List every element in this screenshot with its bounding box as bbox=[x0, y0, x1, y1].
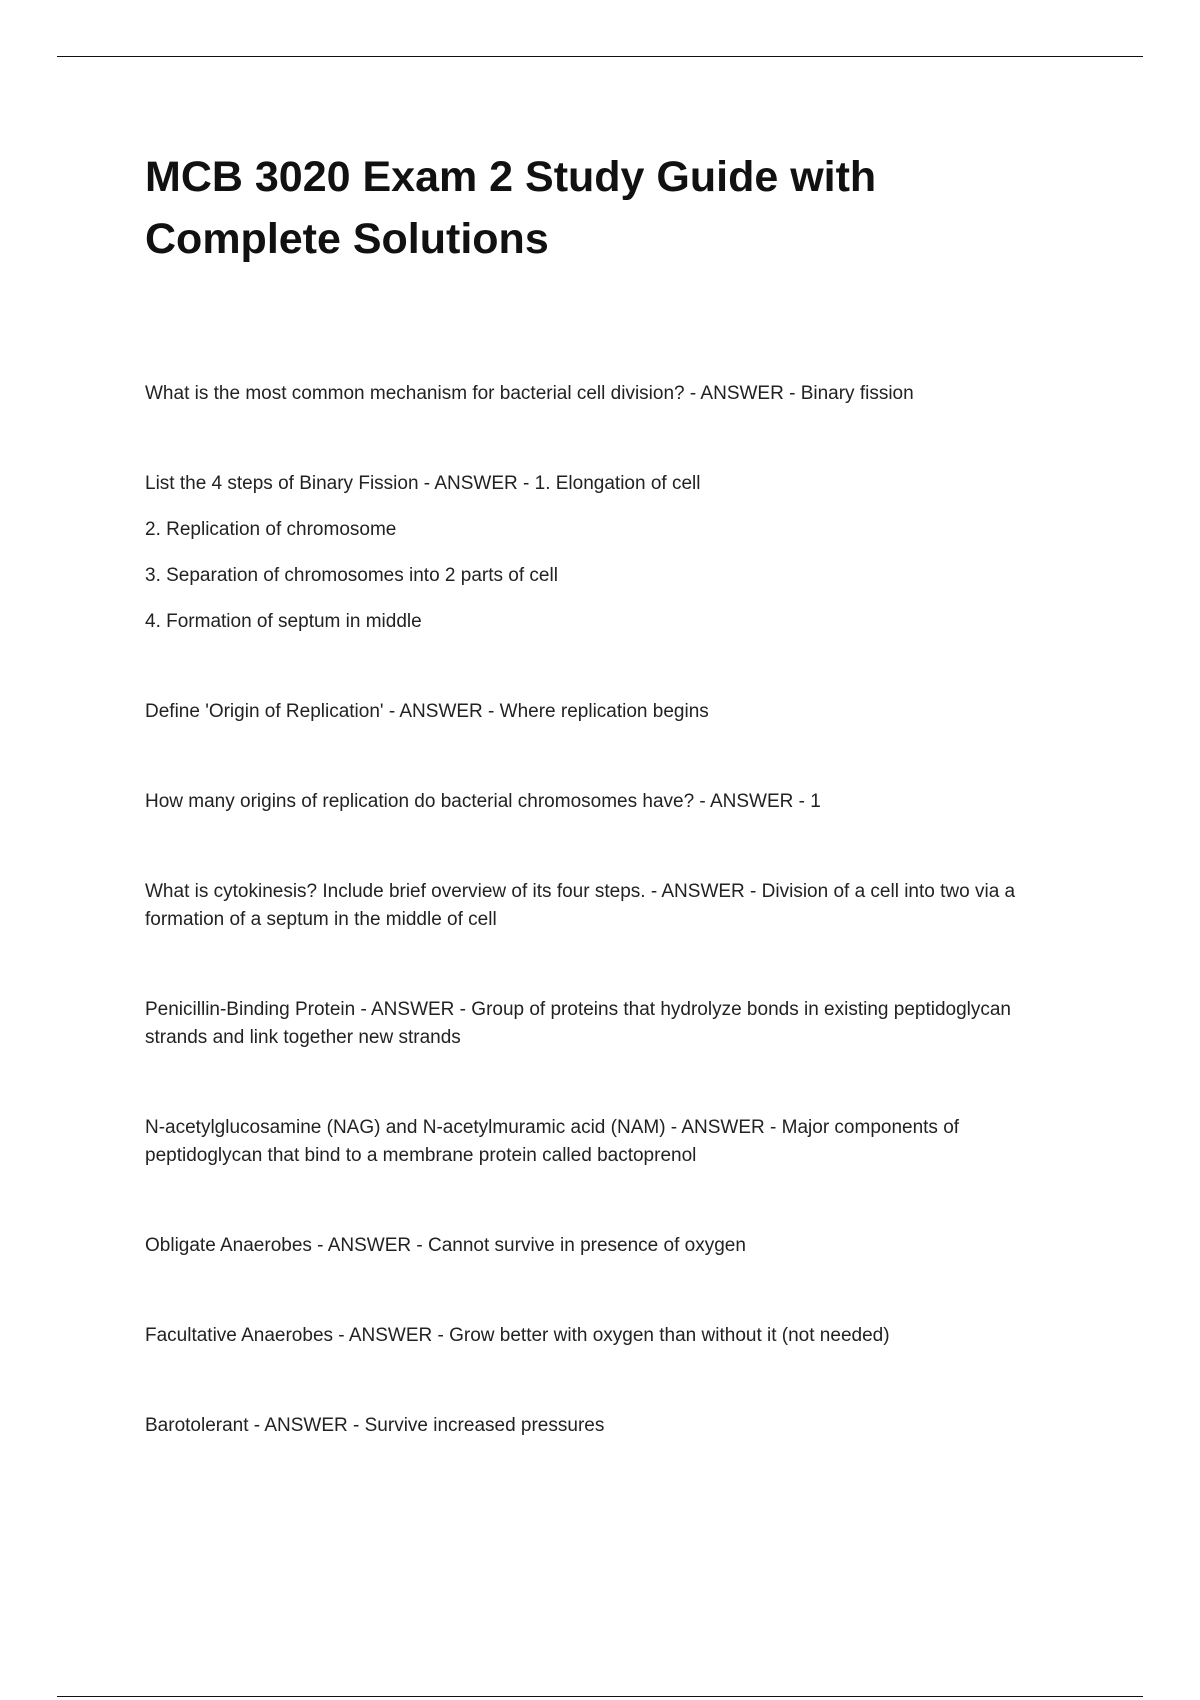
qa-text: Define 'Origin of Replication' - ANSWER - Where replication begins bbox=[145, 701, 709, 722]
qa-item bbox=[145, 470, 1075, 636]
qa-step: 3. Separation of chromosomes into 2 parts of cell bbox=[145, 565, 558, 586]
qa-text: What is the most common mechanism for bacterial cell division? - ANSWER - Binary fission bbox=[145, 383, 914, 404]
qa-text: Facultative Anaerobes - ANSWER - Grow better with oxygen than without it (not needed) bbox=[145, 1325, 890, 1346]
qa-item bbox=[145, 788, 1075, 816]
top-rule bbox=[57, 56, 1143, 57]
document-title: MCB 3020 Exam 2 Study Guide with Complete Solutions bbox=[145, 153, 877, 263]
qa-text: Obligate Anaerobes - ANSWER - Cannot survive in presence of oxygen bbox=[145, 1235, 746, 1256]
bottom-rule bbox=[57, 1696, 1143, 1697]
qa-item bbox=[145, 878, 1075, 934]
qa-text: How many origins of replication do bacterial chromosomes have? - ANSWER - 1 bbox=[145, 791, 821, 812]
qa-item bbox=[145, 1114, 1075, 1170]
qa-item bbox=[145, 698, 1075, 726]
qa-item bbox=[145, 1412, 1075, 1440]
qa-list bbox=[145, 380, 1075, 1440]
qa-step: 4. Formation of septum in middle bbox=[145, 611, 422, 632]
qa-text: Penicillin-Binding Protein - ANSWER - Group of proteins that hydrolyze bonds in existing peptidoglycan strands and link together new strands bbox=[145, 999, 1012, 1048]
qa-text: Barotolerant - ANSWER - Survive increased pressures bbox=[145, 1415, 605, 1436]
qa-item bbox=[145, 1322, 1075, 1350]
qa-text: What is cytokinesis? Include brief overview of its four steps. - ANSWER - Division of a cell into two via a formation of a septum in the middle of cell bbox=[145, 881, 1016, 930]
document-body bbox=[145, 146, 1075, 1502]
qa-step: 2. Replication of chromosome bbox=[145, 519, 397, 540]
qa-item bbox=[145, 380, 1075, 408]
qa-text: N-acetylglucosamine (NAG) and N-acetylmuramic acid (NAM) - ANSWER - Major components of peptidoglycan that bind to a membrane protein called bactoprenol bbox=[145, 1117, 960, 1166]
qa-item bbox=[145, 996, 1075, 1052]
qa-item bbox=[145, 1232, 1075, 1260]
qa-text: List the 4 steps of Binary Fission - ANSWER - 1. Elongation of cell bbox=[145, 473, 701, 494]
